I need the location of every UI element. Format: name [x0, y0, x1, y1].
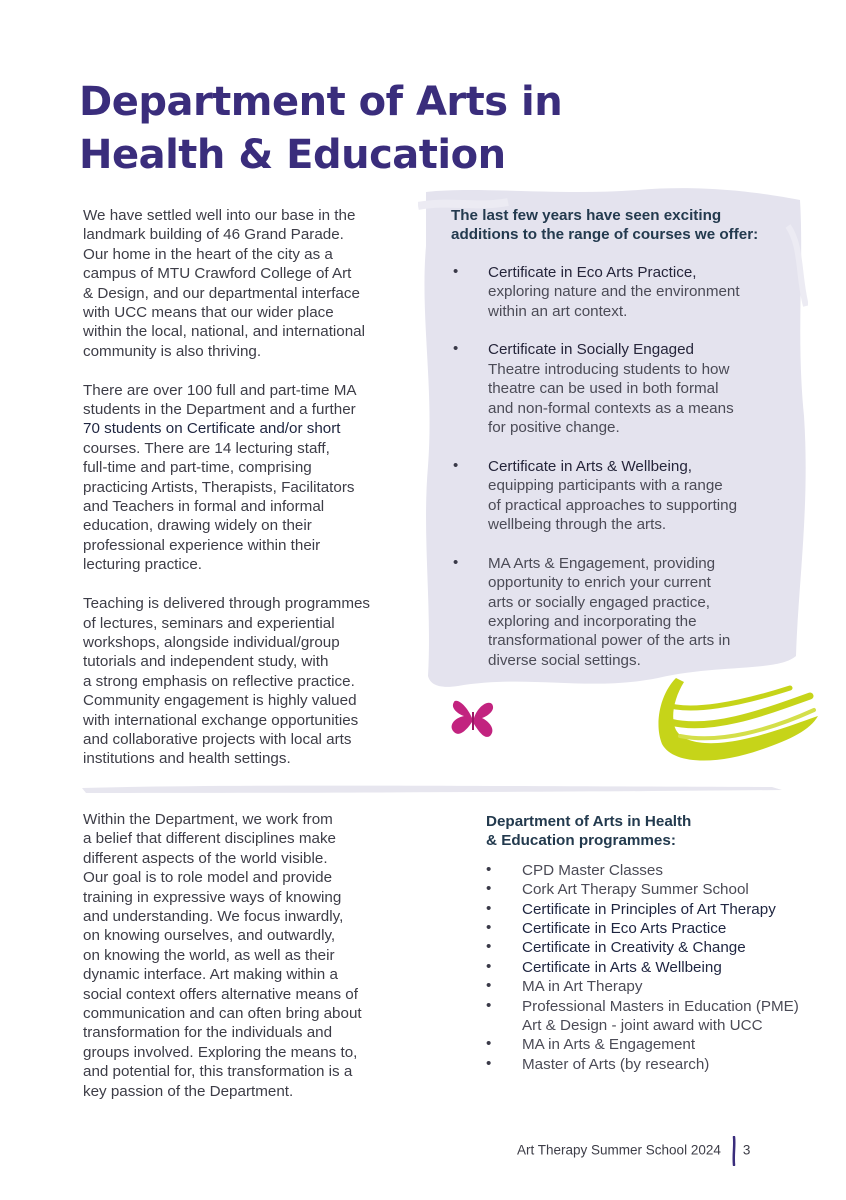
text-line: institutions and health settings.: [83, 750, 291, 768]
text-line: 70 students on Certificate and/or short: [83, 420, 341, 438]
text-line: Our goal is to role model and provide: [83, 869, 333, 887]
text-line: of lectures, seminars and experiential: [83, 614, 335, 632]
programme-item: [486, 919, 826, 938]
page-title: [79, 76, 679, 182]
text-line: Community engagement is highly valued: [83, 692, 357, 710]
course-item: [451, 263, 791, 321]
footer-text: Art Therapy Summer School 2024: [517, 1142, 721, 1158]
text-line: dynamic interface. Art making within a: [83, 966, 338, 984]
bullet-icon: •: [453, 340, 459, 358]
text-line: theatre can be used in both formal: [488, 380, 719, 398]
page-number: 3: [742, 1142, 751, 1158]
intro-paragraph-3: [83, 594, 403, 769]
text-line: training in expressive ways of knowing: [83, 888, 342, 906]
text-line: Department of Arts in Health: [486, 813, 692, 830]
text-line: key passion of the Department.: [83, 1082, 294, 1100]
text-line: equipping participants with a range: [488, 477, 723, 495]
courses-lead: [451, 206, 791, 245]
text-line: transformation for the individuals and: [83, 1024, 333, 1042]
programmes-heading: [486, 812, 826, 851]
course-name: Certificate in Socially Engaged: [488, 341, 694, 359]
programme-item: [486, 977, 826, 996]
bullet-icon: •: [453, 456, 459, 474]
programme-name: Professional Masters in Education (PME): [522, 997, 799, 1015]
course-name: MA Arts & Engagement, providing: [488, 554, 716, 572]
text-line: Theatre introducing students to how: [488, 360, 730, 378]
bullet-icon: •: [486, 1054, 492, 1072]
text-line: lecturing practice.: [83, 556, 203, 574]
text-line: social context offers alternative means of: [83, 985, 358, 1003]
text-line: within an art context.: [488, 302, 628, 320]
text-line: campus of MTU Crawford College of Art: [83, 265, 352, 283]
programme-item: [486, 1055, 826, 1074]
bullet-icon: •: [486, 977, 492, 995]
text-line: with international exchange opportunities: [83, 711, 359, 729]
text-line: Our home in the heart of the city as a: [83, 245, 333, 263]
course-name: Certificate in Eco Arts Practice,: [488, 263, 697, 281]
bullet-icon: •: [486, 1035, 492, 1053]
programme-name: CPD Master Classes: [522, 861, 663, 879]
programme-name: Master of Arts (by research): [522, 1055, 710, 1073]
text-line: Within the Department, we work from: [83, 811, 333, 828]
text-line: and understanding. We focus inwardly,: [83, 908, 344, 926]
text-line: There are over 100 full and part-time MA: [83, 381, 357, 399]
bullet-icon: •: [486, 899, 492, 917]
text-line: The last few years have seen exciting: [451, 207, 722, 224]
text-line: on knowing the world, as well as their: [83, 946, 335, 964]
programme-item: [486, 1035, 826, 1054]
department-text: [83, 810, 403, 1120]
text-line: with UCC means that our wider place: [83, 304, 334, 322]
programme-name: Certificate in Arts & Wellbeing: [522, 958, 722, 976]
text-line: & Design, and our departmental interface: [83, 284, 360, 302]
programme-name: MA in Arts & Engagement: [522, 1036, 696, 1054]
brush-stroke-decoration: [650, 674, 820, 770]
bullet-icon: •: [486, 919, 492, 937]
department-paragraph: [83, 810, 403, 1101]
programme-item: [486, 861, 826, 880]
text-line: Teaching is delivered through programmes: [83, 595, 371, 613]
text-line: students in the Department and a further: [83, 401, 356, 419]
title-line-2: Health & Education: [79, 132, 506, 178]
text-line: for positive change.: [488, 419, 620, 437]
programme-name: Certificate in Principles of Art Therapy: [522, 900, 776, 918]
butterfly-icon: [448, 696, 498, 740]
text-line: opportunity to enrich your current: [488, 574, 711, 592]
text-line: on knowing ourselves, and outwardly,: [83, 927, 336, 945]
programme-item: [486, 938, 826, 957]
programmes-list: [486, 812, 826, 1074]
text-line: tutorials and independent study, with: [83, 653, 329, 671]
text-line: a strong emphasis on reflective practice.: [83, 672, 355, 690]
text-line: arts or socially engaged practice,: [488, 593, 711, 611]
footer-divider-stroke: [731, 1136, 737, 1166]
text-line: and potential for, this transformation is a: [83, 1063, 353, 1081]
text-line: transformational power of the arts in: [488, 632, 731, 650]
text-line: within the local, national, and international: [83, 323, 365, 341]
text-line: exploring and incorporating the: [488, 613, 697, 631]
bullet-icon: •: [486, 996, 492, 1014]
text-line: courses. There are 14 lecturing staff,: [83, 439, 330, 457]
text-line: diverse social settings.: [488, 651, 641, 669]
text-line: professional experience within their: [83, 536, 321, 554]
course-item: [451, 340, 791, 437]
text-line: different aspects of the world visible.: [83, 849, 328, 867]
course-item: [451, 554, 791, 670]
text-line: community is also thriving.: [83, 342, 262, 360]
course-item: [451, 457, 791, 535]
text-line: a belief that different disciplines make: [83, 830, 336, 848]
title-line-1: Department of Arts in: [79, 79, 563, 125]
bullet-icon: •: [486, 938, 492, 956]
divider-brush-line: [82, 778, 782, 798]
course-name: Certificate in Arts & Wellbeing,: [488, 457, 692, 475]
text-line: practicing Artists, Therapists, Facilitators: [83, 478, 355, 496]
text-line: full-time and part-time, comprising: [83, 459, 312, 477]
intro-paragraph-1: [83, 206, 403, 361]
programme-item: [486, 880, 826, 899]
programme-name: MA in Art Therapy: [522, 978, 643, 996]
programme-name: Cork Art Therapy Summer School: [522, 881, 749, 899]
text-line: communication and can often bring about: [83, 1005, 362, 1023]
page-footer: [517, 1136, 750, 1166]
text-line: wellbeing through the arts.: [488, 516, 667, 534]
courses-box: [451, 206, 791, 690]
programmes-items: [486, 861, 826, 1074]
programme-name: Certificate in Creativity & Change: [522, 939, 746, 957]
bullet-icon: •: [486, 860, 492, 878]
intro-paragraph-2: [83, 381, 403, 575]
bullet-icon: •: [486, 880, 492, 898]
text-line: groups involved. Exploring the means to,: [83, 1043, 358, 1061]
programme-subtitle: Art & Design - joint award with UCC: [522, 1017, 763, 1035]
text-line: additions to the range of courses we offer:: [451, 226, 759, 244]
bullet-icon: •: [486, 957, 492, 975]
text-line: We have settled well into our base in the: [83, 207, 356, 224]
programme-item: [486, 900, 826, 919]
text-line: and Teachers in formal and informal: [83, 498, 325, 516]
text-line: and collaborative projects with local arts: [83, 730, 352, 748]
text-line: workshops, alongside individual/group: [83, 633, 340, 651]
programme-item: [486, 958, 826, 977]
intro-text: [83, 206, 403, 788]
text-line: landmark building of 46 Grand Parade.: [83, 226, 344, 244]
bullet-icon: •: [453, 553, 459, 571]
programme-name: Certificate in Eco Arts Practice: [522, 920, 727, 938]
text-line: & Education programmes:: [486, 832, 676, 850]
text-line: of practical approaches to supporting: [488, 496, 738, 514]
programme-item: [486, 997, 826, 1036]
text-line: exploring nature and the environment: [488, 283, 740, 301]
text-line: and non-formal contexts as a means: [488, 399, 734, 417]
bullet-icon: •: [453, 262, 459, 280]
text-line: education, drawing widely on their: [83, 517, 312, 535]
